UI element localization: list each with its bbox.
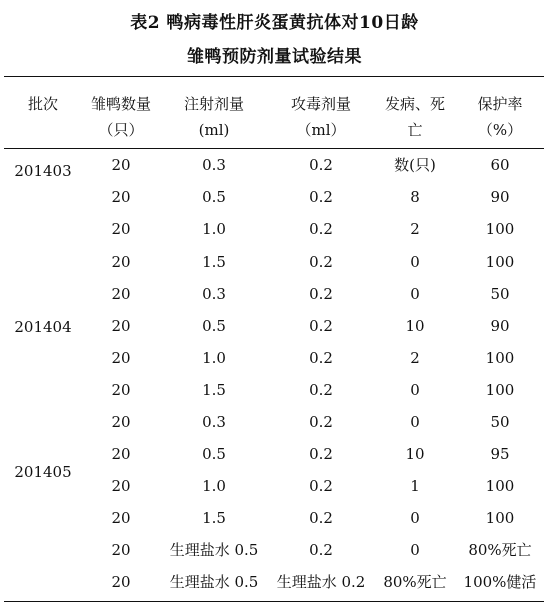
cell-count: 20 bbox=[111, 188, 131, 206]
cell-challenge: 0.2 bbox=[309, 349, 333, 367]
cell-protect: 100 bbox=[485, 253, 515, 271]
cell-death: 0 bbox=[410, 541, 420, 559]
batch-label: 201405 bbox=[14, 463, 72, 481]
cell-challenge: 0.2 bbox=[309, 541, 333, 559]
header-inject-line2: (ml) bbox=[198, 121, 230, 139]
cell-count: 20 bbox=[111, 573, 131, 591]
caption-line-1: 表2 鸭病毒性肝炎蛋黄抗体对10日龄 bbox=[130, 13, 419, 33]
cell-protect: 100 bbox=[485, 477, 515, 495]
cell-death: 0 bbox=[410, 413, 420, 431]
cell-inject: 0.5 bbox=[202, 188, 226, 206]
cell-protect: 80%死亡 bbox=[468, 541, 532, 559]
cell-count: 20 bbox=[111, 156, 131, 174]
cell-inject: 1.0 bbox=[202, 349, 226, 367]
cell-protect: 100 bbox=[485, 220, 515, 238]
cell-count: 20 bbox=[111, 445, 131, 463]
cell-challenge: 0.2 bbox=[309, 509, 333, 527]
cell-inject: 1.5 bbox=[202, 381, 226, 399]
header-count-line1: 雏鸭数量 bbox=[90, 95, 151, 113]
cell-protect: 100 bbox=[485, 349, 515, 367]
header-death-line1: 发病、死 bbox=[384, 95, 445, 113]
table-bottom-rule bbox=[4, 601, 544, 602]
cell-inject: 生理盐水 0.5 bbox=[169, 541, 259, 559]
cell-inject: 0.3 bbox=[202, 413, 226, 431]
header-protect-line1: 保护率 bbox=[477, 95, 523, 113]
header-count-line2: （只） bbox=[98, 121, 144, 139]
cell-death: 0 bbox=[410, 285, 420, 303]
cell-challenge: 0.2 bbox=[309, 445, 333, 463]
cell-protect: 50 bbox=[490, 413, 510, 431]
cell-death: 10 bbox=[405, 445, 425, 463]
header-protect-line2: （%） bbox=[477, 121, 523, 139]
cell-inject: 0.3 bbox=[202, 285, 226, 303]
cell-count: 20 bbox=[111, 253, 131, 271]
cell-inject: 1.5 bbox=[202, 253, 226, 271]
cell-death: 1 bbox=[410, 477, 420, 495]
cell-count: 20 bbox=[111, 541, 131, 559]
cell-count: 20 bbox=[111, 509, 131, 527]
cell-count: 20 bbox=[111, 477, 131, 495]
cell-inject: 1.0 bbox=[202, 220, 226, 238]
cell-inject: 1.0 bbox=[202, 477, 226, 495]
header-death-line2: 亡 bbox=[407, 121, 423, 139]
cell-count: 20 bbox=[111, 349, 131, 367]
cell-challenge: 0.2 bbox=[309, 253, 333, 271]
cell-count: 20 bbox=[111, 220, 131, 238]
header-challenge-line1: 攻毒剂量 bbox=[290, 95, 351, 113]
cell-inject: 0.5 bbox=[202, 317, 226, 335]
caption-line-2: 雏鸭预防剂量试验结果 bbox=[187, 47, 362, 67]
cell-challenge: 生理盐水 0.2 bbox=[276, 573, 366, 591]
batch-label: 201403 bbox=[14, 162, 72, 180]
table-header-rule bbox=[4, 148, 544, 149]
cell-protect: 90 bbox=[490, 188, 510, 206]
cell-death: 2 bbox=[410, 349, 420, 367]
cell-inject: 0.5 bbox=[202, 445, 226, 463]
cell-protect: 90 bbox=[490, 317, 510, 335]
cell-death: 0 bbox=[410, 381, 420, 399]
cell-challenge: 0.2 bbox=[309, 381, 333, 399]
table-top-rule bbox=[4, 76, 544, 77]
cell-death: 10 bbox=[405, 317, 425, 335]
cell-count: 20 bbox=[111, 413, 131, 431]
cell-challenge: 0.2 bbox=[309, 285, 333, 303]
cell-protect: 95 bbox=[490, 445, 510, 463]
header-batch: 批次 bbox=[27, 95, 58, 113]
header-challenge-line2: （ml） bbox=[296, 121, 346, 139]
cell-challenge: 0.2 bbox=[309, 156, 333, 174]
cell-death: 数(只) bbox=[394, 156, 436, 174]
cell-death: 0 bbox=[410, 509, 420, 527]
cell-challenge: 0.2 bbox=[309, 477, 333, 495]
cell-death: 8 bbox=[410, 188, 420, 206]
cell-death: 0 bbox=[410, 253, 420, 271]
header-inject-line1: 注射剂量 bbox=[183, 95, 244, 113]
cell-death: 2 bbox=[410, 220, 420, 238]
cell-challenge: 0.2 bbox=[309, 413, 333, 431]
batch-label: 201404 bbox=[14, 318, 72, 336]
cell-death: 80%死亡 bbox=[383, 573, 447, 591]
cell-count: 20 bbox=[111, 285, 131, 303]
cell-inject: 生理盐水 0.5 bbox=[169, 573, 259, 591]
cell-protect: 60 bbox=[490, 156, 510, 174]
cell-count: 20 bbox=[111, 381, 131, 399]
cell-count: 20 bbox=[111, 317, 131, 335]
cell-protect: 50 bbox=[490, 285, 510, 303]
cell-inject: 1.5 bbox=[202, 509, 226, 527]
cell-protect: 100 bbox=[485, 381, 515, 399]
cell-challenge: 0.2 bbox=[309, 317, 333, 335]
cell-challenge: 0.2 bbox=[309, 220, 333, 238]
cell-protect: 100%健活 bbox=[463, 573, 537, 591]
cell-inject: 0.3 bbox=[202, 156, 226, 174]
cell-protect: 100 bbox=[485, 509, 515, 527]
cell-challenge: 0.2 bbox=[309, 188, 333, 206]
